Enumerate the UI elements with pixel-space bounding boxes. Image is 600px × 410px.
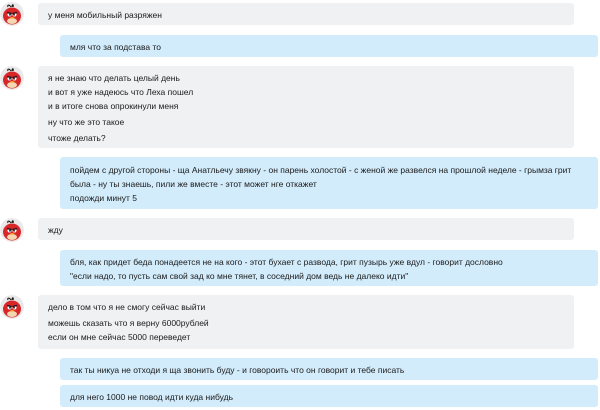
incoming-message (38, 3, 574, 25)
message-text: была - ну ты знаешь, пили же вместе - этот может нге откажет (70, 179, 317, 189)
message-text: у меня мобильный разряжен (48, 10, 162, 20)
message-text: подожди минут 5 (70, 193, 138, 203)
incoming-message (38, 66, 574, 148)
contact-avatar[interactable] (0, 295, 24, 319)
contact-avatar[interactable] (0, 66, 24, 90)
message-text: для него 1000 не повод идти куда нибудь (70, 392, 233, 402)
message-text: ну что же это такое (48, 117, 125, 127)
message-text: дело в том что я не смогу сейчас выйти (48, 302, 206, 312)
message-text: и в итоге снова опрокинули меня (48, 101, 179, 111)
outgoing-message (60, 250, 598, 286)
message-text: мля что за подстава то (70, 42, 161, 52)
message-text: если он мне сейчас 5000 переведет (48, 332, 191, 342)
outgoing-message (60, 385, 598, 407)
outgoing-message (60, 358, 598, 380)
angry-bird-icon (0, 82, 24, 90)
message-text: так ты никуа не отходи я ща звонить буду - и говороить что он говорит и тебе писать (70, 365, 405, 375)
message-text: бля, как придет беда понадеется не на кого - этот бухает с развода, грит пузырь уже вдул - говорит дословно (70, 257, 503, 267)
message-text: чтоже делать? (48, 133, 106, 143)
contact-avatar[interactable] (0, 2, 24, 26)
message-text: я не знаю что делать целый день (48, 73, 180, 83)
outgoing-message (60, 157, 598, 209)
angry-bird-icon (0, 311, 24, 319)
message-text: можешь сказать что я верну 6000рублей (48, 318, 209, 328)
outgoing-message (60, 35, 598, 57)
incoming-message (38, 295, 574, 349)
message-text: "если надо, то пусть сам свой зад ко мне тянет, в соседний дом ведь не далеко идти" (70, 271, 409, 281)
message-text: жду (48, 225, 63, 235)
contact-avatar[interactable] (0, 218, 24, 242)
angry-bird-icon (0, 234, 24, 242)
message-text: пойдем с другой стороны - ща Анатльечу звякну - он парень холостой - с женой же развелся на прошлой неделе - грымза грит (70, 165, 572, 175)
incoming-message (38, 218, 574, 240)
angry-bird-icon (0, 18, 24, 26)
message-text: и вот я уже надеюсь что Леха пошел (48, 87, 194, 97)
